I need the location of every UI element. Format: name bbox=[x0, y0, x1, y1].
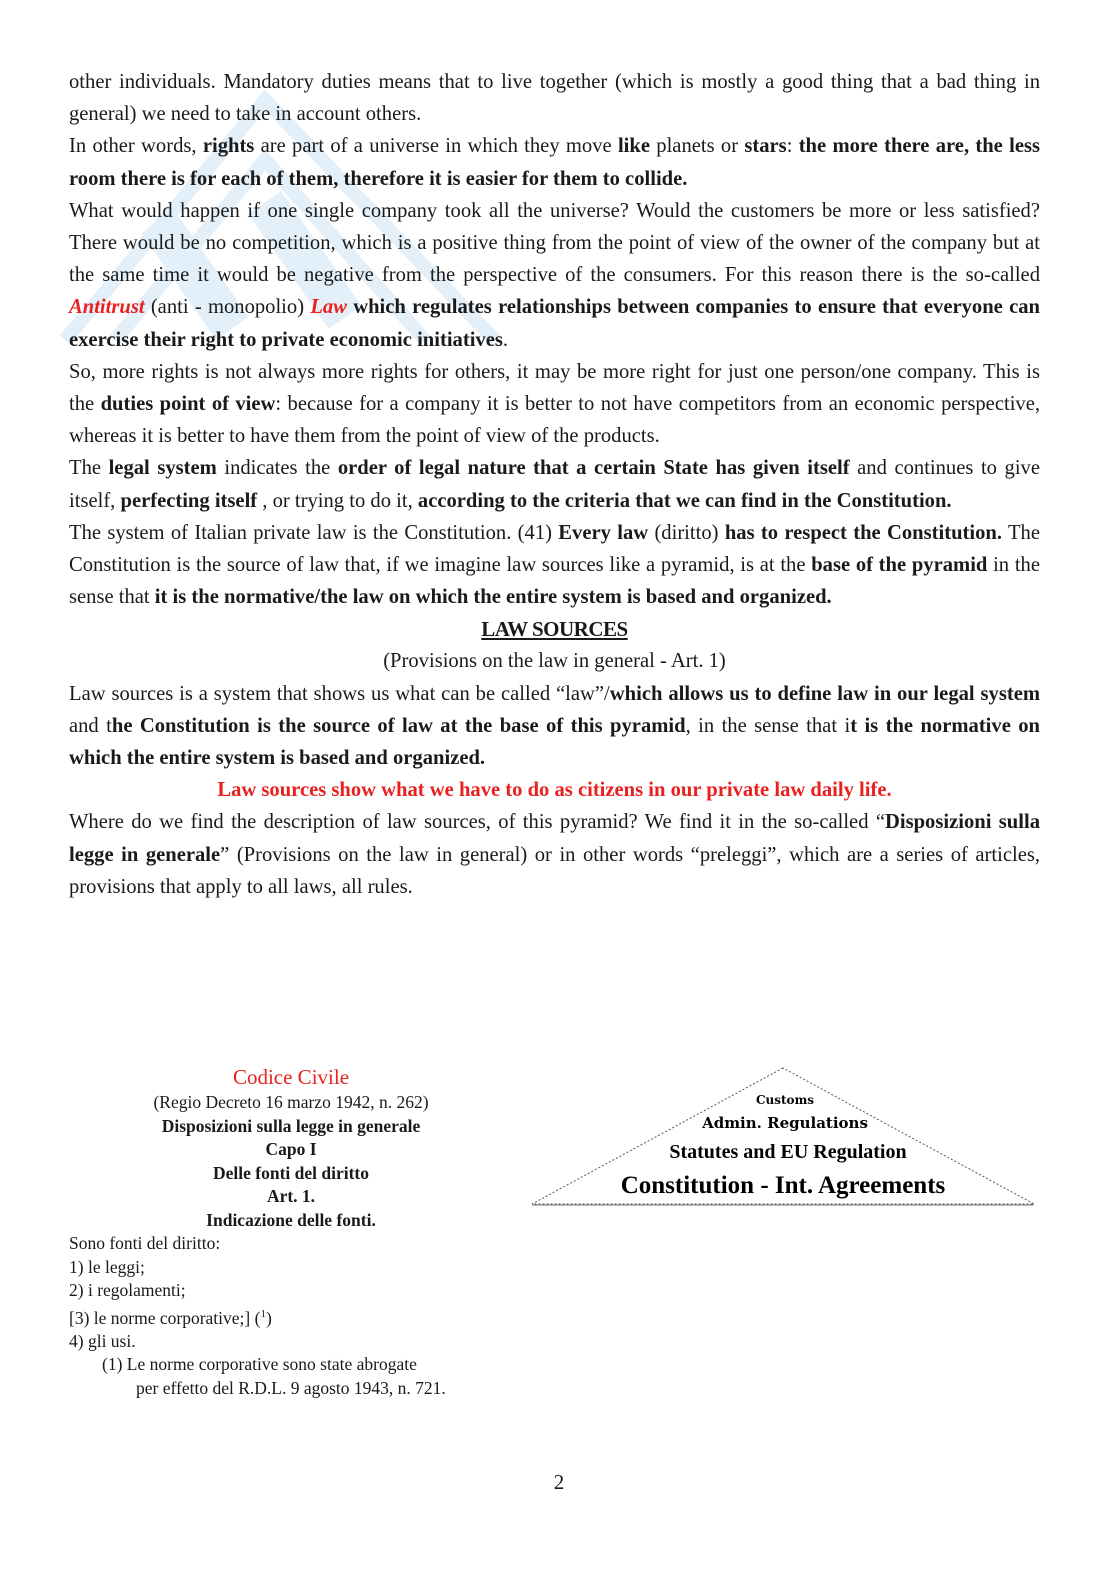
pyramid-level-customs: Customs bbox=[755, 1093, 815, 1107]
document-body bbox=[69, 66, 1040, 903]
page-number: 2 bbox=[553, 1470, 565, 1494]
pyramid-level-statutes: Statutes and EU Regulation bbox=[669, 1141, 907, 1163]
codice-capo: Capo I bbox=[265, 1139, 317, 1159]
codice-intro: Sono fonti del diritto: bbox=[69, 1233, 221, 1253]
codice-disposizioni: Disposizioni sulla legge in generale bbox=[161, 1115, 421, 1136]
footnote-line-1: (1) Le norme corporative sono state abrogate bbox=[102, 1354, 417, 1375]
codice-title: Codice Civile bbox=[232, 1065, 350, 1089]
paragraph-8: Where do we find the description of law sources, of this pyramid? We find it in the so-called “Disposizioni sulla legge in generale” (Provisions on the law in general) or in other words “preleggi”, which are a series of articles, provisions that apply to all laws, all rules. bbox=[69, 811, 1040, 898]
law-sources-pyramid bbox=[530, 1066, 1036, 1208]
paragraph-2: In other words, rights are part of a universe in which they move like planets or stars: the more there are, the less room there is for each of them, therefore it is easier for them to collide. bbox=[69, 135, 1041, 190]
codice-civile-excerpt bbox=[69, 1063, 569, 1400]
list-item: [3) le norme corporative;] ($^1$) bbox=[69, 1307, 272, 1328]
paragraph-6: The system of Italian private law is the Constitution. (41) Every law (diritto) has to respect the Constitution. The Constitution is the source of law that, if we imagine law sources like a pyramid, is at the base of the pyramid in the sense that it is the normative/the law on which the entire system is based and organized. bbox=[69, 521, 1040, 609]
pyramid-level-constitution: Constitution - Int. Agreements bbox=[620, 1172, 946, 1199]
paragraph-5: The legal system indicates the order of legal nature that a certain State has given itself and continues to give itself, perfecting itself , or trying to do it, according to the criteria that we can find in the Constitution. bbox=[69, 457, 1040, 512]
list-item: 2) i regolamenti; bbox=[69, 1280, 186, 1300]
codice-indicazione: Indicazione delle fonti. bbox=[206, 1209, 376, 1230]
codice-art: Art. 1. bbox=[266, 1186, 316, 1206]
pyramid-level-admin: Admin. Regulations bbox=[702, 1114, 868, 1132]
codice-decree: (Regio Decreto 16 marzo 1942, n. 262) bbox=[153, 1092, 429, 1112]
paragraph-7: Law sources is a system that shows us what can be called “law”/which allows us to define law in our legal system and the Constitution is the source of law at the base of this pyramid, in the sense that it is the normative on which the entire system is based and organized. bbox=[69, 682, 1041, 770]
footnote-line-2: per effetto del R.D.L. 9 agosto 1943, n. 721. bbox=[136, 1377, 446, 1398]
paragraph-1: other individuals. Mandatory duties means that to live together (which is mostly a good thing that a bad thing in general) we need to take in account others. bbox=[69, 71, 1040, 126]
paragraph-4: So, more rights is not always more rights for others, it may be more right for just one person/one company. This is the duties point of view: because for a company it is better to not have competitors from an economic perspective, whereas it is better to have them from the point of view of the products. bbox=[69, 360, 1040, 448]
paragraph-3: What would happen if one single company took all the universe? Would the customers be more or less satisfied? There would be no competition, which is a positive thing from the point of view of the owner of the company but at the same time it would be negative from the perspective of the consumers. For this reason there is the so-called Antitrust (anti - monopolio) Law which regulates relationships between companies to ensure that everyone can exercise their right to private economic initiatives. bbox=[69, 199, 1040, 351]
list-item: 1) le leggi; bbox=[69, 1256, 145, 1277]
section-heading: LAW SOURCES bbox=[481, 617, 628, 642]
codice-fonti: Delle fonti del diritto bbox=[212, 1162, 369, 1183]
list-item: 4) gli usi. bbox=[69, 1330, 136, 1351]
highlight-line: Law sources show what we have to do as citizens in our private law daily life. bbox=[217, 779, 892, 802]
section-subheading: (Provisions on the law in general - Art. 1) bbox=[383, 650, 726, 673]
